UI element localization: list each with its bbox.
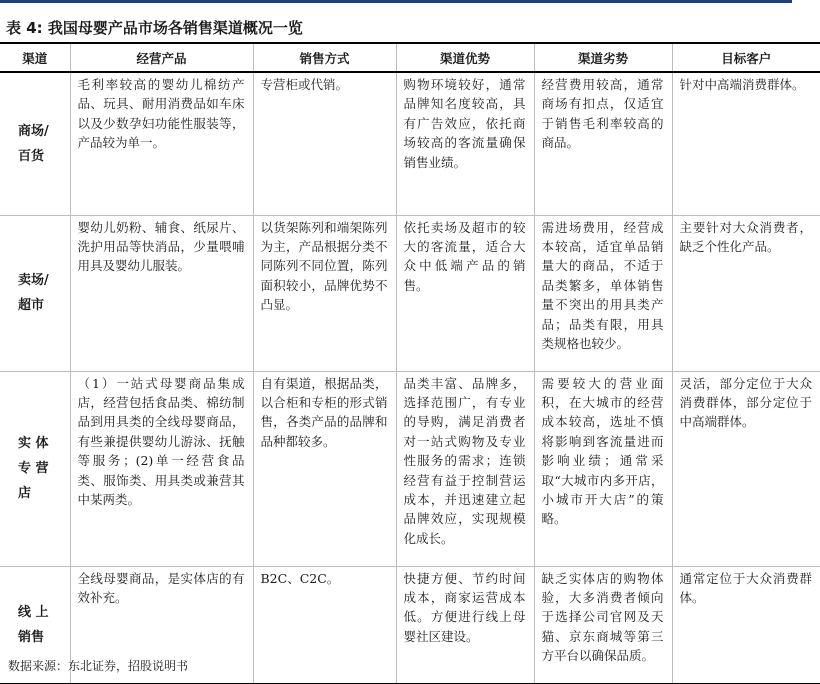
header-advantage: 渠道优势 — [396, 43, 534, 72]
advantage-cell: 依托卖场及超市的较大的客流量，适合大众中低端产品的销售。 — [396, 215, 534, 371]
sales-method-cell: 专营柜或代销。 — [253, 72, 396, 215]
sales-method-cell: 以货架陈列和端架陈列为主，产品根据分类不同陈列不同位置，陈列面积较小，品牌优势不凸显。 — [253, 215, 396, 371]
data-source-note: 数据来源：东北证券，招股说明书 — [8, 659, 189, 673]
products-cell: 毛利率较高的婴幼儿棉纺产品、玩具、耐用消费品如车床以及少数孕妇功能性服装等，产品较为单一。 — [70, 72, 253, 215]
target-customer-cell: 主要针对大众消费者，缺乏个性化产品。 — [672, 215, 820, 371]
target-customer-cell: 灵活，部分定位于大众消费群体，部分定位于中高端群体。 — [672, 371, 820, 566]
target-customer-cell: 通常定位于大众消费群体。 — [672, 566, 820, 683]
sales-method-cell: 自有渠道，根据品类，以合柜和专柜的形式销售，各类产品的品牌和品种都较多。 — [253, 371, 396, 566]
header-disadvantage: 渠道劣势 — [534, 43, 672, 72]
disadvantage-cell: 缺乏实体店的购物体验，大多消费者倾向于选择公司官网及天猫、京东商城等第三方平台以确保品质。 — [534, 566, 672, 683]
channel-cell: 线 上 销售 — [0, 566, 70, 683]
header-sales-method: 销售方式 — [253, 43, 396, 72]
header-products: 经营产品 — [70, 43, 253, 72]
top-rule — [0, 0, 792, 3]
products-cell: 婴幼儿奶粉、辅食、纸尿片、洗护用品等快消品，少量喂哺用具及婴幼儿服装。 — [70, 215, 253, 371]
advantage-cell: 品类丰富、品牌多，选择范围广，有专业的导购，满足消费者对一站式购物及专业性服务的需求；连锁经营有益于控制营运成本，并迅速建立起品牌效应，实现规模化成长。 — [396, 371, 534, 566]
header-row — [0, 43, 820, 72]
target-customer-cell: 针对中高端消费群体。 — [672, 72, 820, 215]
disadvantage-cell: 需要较大的营业面积，在大城市的经营成本较高，选址不慎将影响到客流量进而影响业绩；通常采取“大城市内多开店，小城市开大店”的策略。 — [534, 371, 672, 566]
channel-cell: 商场/ 百货 — [0, 72, 70, 215]
table-container — [0, 42, 812, 664]
advantage-cell: 快捷方便、节约时间成本，商家运营成本低。方便进行线上母婴社区建设。 — [396, 566, 534, 683]
channel-cell: 实 体 专 营 店 — [0, 371, 70, 566]
table-title: 表 4: 我国母婴产品市场各销售渠道概况一览 — [6, 19, 303, 37]
header-channel: 渠道 — [0, 43, 70, 72]
channel-table — [0, 42, 820, 684]
products-cell: （1）一站式母婴商品集成店，经营包括食品类、棉纺制品到用具类的全线母婴商品，有些兼提供婴幼儿游泳、抚触等服务；(2)单一经营食品类、服饰类、用具类或兼营其中某两类。 — [70, 371, 253, 566]
table-row — [0, 72, 820, 215]
table-row — [0, 371, 820, 566]
disadvantage-cell: 需进场费用，经营成本较高，适宜单品销量大的商品，不适于品类繁多，单体销售量不突出的用具类产品；品类有限，用具类规格也较少。 — [534, 215, 672, 371]
disadvantage-cell: 经营费用较高，通常商场有扣点，仅适宜于销售毛利率较高的商品。 — [534, 72, 672, 215]
advantage-cell: 购物环境较好，通常品牌知名度较高，具有广告效应，依托商场较高的客流量确保销售业绩。 — [396, 72, 534, 215]
products-cell: 全线母婴商品，是实体店的有效补充。 — [70, 566, 253, 683]
table-row — [0, 215, 820, 371]
header-target-customer: 目标客户 — [672, 43, 820, 72]
sales-method-cell: B2C、C2C。 — [253, 566, 396, 683]
channel-cell: 卖场/ 超市 — [0, 215, 70, 371]
